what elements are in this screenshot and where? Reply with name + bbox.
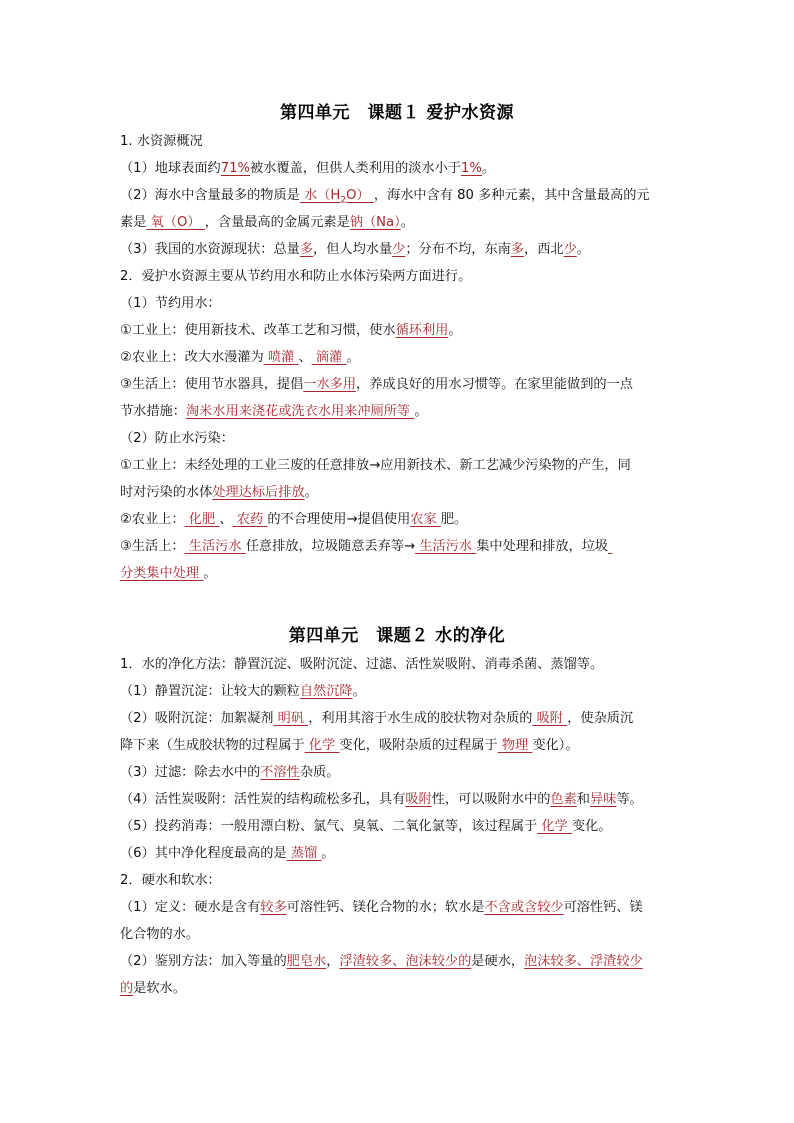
s2-line-4: （3）过滤：除去水中的不溶性杂质。 [120, 765, 340, 780]
s1-sub-1: （1）节约用水： [120, 296, 221, 311]
s2-line-3: 降下来（生成胶状物的过程属于 化学 变化，吸附杂质的过程属于 物理 变化）。 [120, 738, 579, 753]
s1-line-8: 节水措施：淘米水用来浇花或洗衣水用来冲厕所等 。 [120, 404, 428, 419]
answer-oxygen: 氧（O） [150, 215, 201, 230]
section2-title: 第四单元 课题２ 水的净化 [288, 626, 506, 646]
s1-line-12: ③生活上： 生活污水 任意排放，垃圾随意丢弃等→ 生活污水 集中处理和排放，垃圾 [120, 539, 609, 554]
s2-line-10: （2）鉴别方法：加入等量的肥皂水，浮渣较多、泡沫较少的是硬水，泡沫较多、浮渣较少 [120, 954, 643, 969]
s1-heading-2: 2．爱护水资源主要从节约用水和防止水体污染两方面进行。 [120, 269, 472, 284]
s2-heading-1: 1．水的净化方法：静置沉淀、吸附沉淀、过滤、活性炭吸附、消毒杀菌、蒸馏等。 [120, 657, 604, 672]
s2-line-9: 化合物的水。 [120, 927, 200, 942]
s2-heading-2: 2．硬水和软水： [120, 873, 221, 888]
s1-line-3: 素是 氧（O） ，含量最高的金属元素是钠（Na）。 [120, 215, 414, 230]
s1-line-7: ③生活上：使用节水器具，提倡一水多用，养成良好的用水习惯等。在家里能做到的一点 [120, 377, 633, 392]
s1-line-4: （3）我国的水资源现状：总量多，但人均水量少；分布不均，东南多，西北少。 [120, 242, 590, 257]
s2-line-11: 的是软水。 [120, 981, 186, 996]
s1-line-2: （2）海水中含量最多的物质是 水$(H_2O)$ ，海水中含有 80 多种元素，其中含量最高的元 [120, 188, 650, 206]
s2-line-7: （6）其中净化程度最高的是 蒸馏 。 [120, 846, 335, 861]
s1-heading-1: 1. 水资源概况 [120, 134, 203, 149]
answer-water: 水$(H_2O)$ [304, 188, 370, 206]
s2-line-5: （4）活性炭吸附：活性炭的结构疏松多孔，具有吸附性，可以吸附水中的色素和异味等。 [120, 792, 643, 807]
s2-line-6: （5）投药消毒：一般用漂白粉、氯气、臭氧、二氧化氯等，该过程属于 化学 变化。 [120, 819, 612, 834]
s1-line-9: ①工业上：未经处理的工业三废的任意排放→应用新技术、新工艺减少污染物的产生，同 [120, 458, 631, 473]
s2-line-2: （2）吸附沉淀：加絮凝剂 明矾 ，利用其溶于水生成的胶状物对杂质的 吸附 ，使杂质沉 [120, 711, 634, 726]
s1-line-6: ②农业上：改大水漫灌为 喷灌 、 滴灌 。 [120, 350, 360, 365]
s1-line-10: 时对污染的水体处理达标后排放。 [120, 485, 318, 500]
answer-sodium: 钠（Na） [349, 215, 401, 230]
s2-line-8: （1）定义：硬水是含有较多可溶性钙、镁化合物的水；软水是不含或含较少可溶性钙、镁 [120, 900, 643, 915]
answer-71: 71% [220, 161, 251, 176]
s1-line-1: （1）地球表面约71%被水覆盖，但供人类利用的淡水小于1%。 [120, 161, 496, 176]
s1-line-13: 分类集中处理 。 [120, 566, 217, 581]
s2-line-1: （1）静置沉淀：让较大的颗粒自然沉降。 [120, 684, 366, 699]
s1-sub-2: （2）防止水污染： [120, 431, 234, 446]
section1-title: 第四单元 课题１ 爱护水资源 [280, 103, 514, 123]
answer-1pct: 1% [461, 161, 482, 176]
s1-line-11: ②农业上： 化肥 、 农药 的不合理使用→提倡使用农家 肥。 [120, 512, 468, 527]
s1-line-5: ①工业上：使用新技术、改革工艺和习惯，使水循环利用。 [120, 323, 462, 338]
